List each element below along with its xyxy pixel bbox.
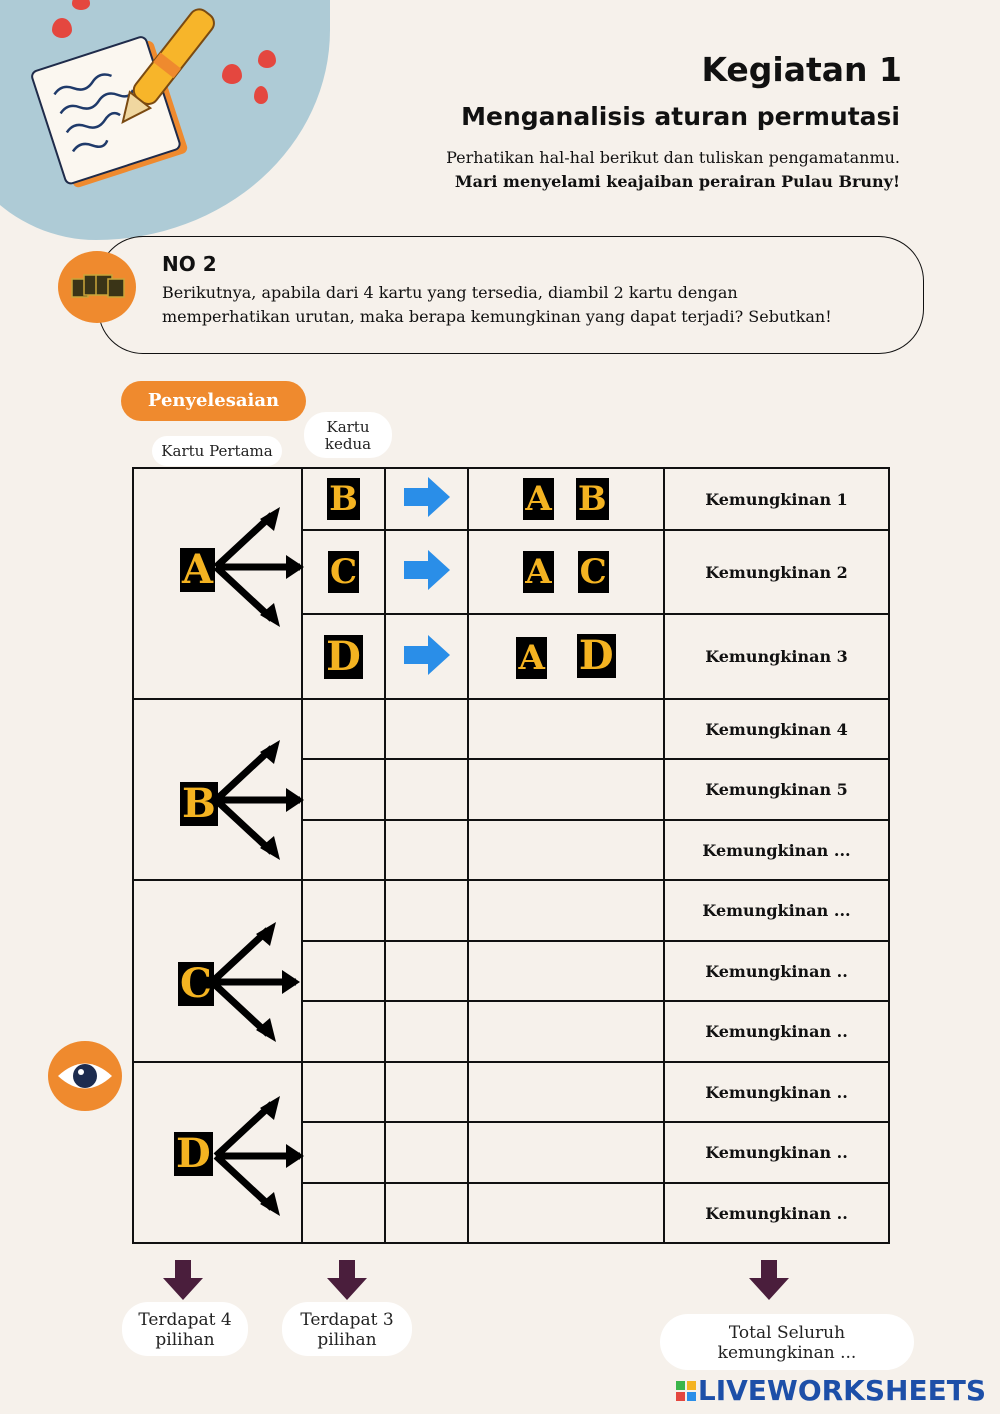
arrow-down-icon — [163, 1260, 203, 1300]
second-card-label: Kartu kedua — [304, 412, 392, 458]
empty-cell[interactable] — [302, 759, 385, 820]
empty-cell[interactable] — [385, 820, 468, 880]
pair-cell — [468, 530, 664, 614]
empty-cell[interactable] — [468, 820, 664, 880]
arrow-right-icon — [404, 475, 450, 519]
second-count-bubble: Terdapat 3 pilihan — [282, 1302, 412, 1356]
liveworksheets-logo — [676, 1374, 986, 1407]
empty-cell[interactable] — [468, 880, 664, 941]
empty-cell[interactable] — [468, 941, 664, 1001]
possibility-label: Kemungkinan 5 — [664, 759, 889, 820]
card: A — [525, 552, 552, 592]
possibility-label: Kemungkinan .. — [664, 1183, 889, 1243]
empty-cell[interactable] — [385, 880, 468, 941]
brand-name: LIVEWORKSHEETS — [697, 1374, 986, 1407]
empty-cell[interactable] — [385, 941, 468, 1001]
empty-cell[interactable] — [302, 1183, 385, 1243]
possibility-label: Kemungkinan 4 — [664, 699, 889, 759]
empty-cell[interactable] — [468, 1183, 664, 1243]
possibility-label: Kemungkinan .. — [664, 1062, 889, 1122]
question-text: Berikutnya, apabila dari 4 kartu yang tersedia, diambil 2 kartu dengan memperhatikan urutan, maka berapa kemungkinan yang dapat terjadi? Sebutkan! — [162, 283, 832, 326]
decorative-petal — [222, 64, 242, 84]
intro-text — [446, 146, 900, 194]
card: C — [329, 552, 358, 592]
empty-cell[interactable] — [468, 1062, 664, 1122]
second-card-cell — [302, 468, 385, 530]
empty-cell[interactable] — [302, 1001, 385, 1062]
empty-cell[interactable] — [385, 1122, 468, 1183]
first-card-d — [174, 1132, 213, 1176]
card: B — [182, 780, 216, 827]
empty-cell[interactable] — [385, 1183, 468, 1243]
branch-arrows-icon — [210, 1094, 305, 1219]
cards-icon — [58, 251, 136, 323]
page-title: Kegiatan 1 — [701, 50, 902, 89]
card: A — [525, 479, 552, 519]
second-card-cell — [302, 530, 385, 614]
empty-cell[interactable] — [302, 699, 385, 759]
first-card-label: Kartu Pertama — [152, 436, 282, 466]
arrow-cell — [385, 530, 468, 614]
pair-cell — [468, 614, 664, 699]
card: D — [176, 1130, 211, 1177]
empty-cell[interactable] — [468, 1001, 664, 1062]
card: D — [326, 632, 361, 680]
question-label: NO 2 — [162, 252, 217, 276]
card: C — [579, 552, 607, 592]
logo-mark-icon — [676, 1375, 696, 1395]
empty-cell[interactable] — [468, 699, 664, 759]
eye-icon — [48, 1041, 122, 1111]
branch-arrows-icon — [210, 738, 305, 863]
card: B — [329, 479, 358, 519]
notebook-pen-icon — [30, 0, 220, 195]
arrow-right-icon — [404, 548, 450, 592]
branch-arrows-icon — [206, 920, 301, 1045]
pair-cell — [468, 468, 664, 530]
possibility-label: Kemungkinan ... — [664, 880, 889, 941]
empty-cell[interactable] — [302, 1122, 385, 1183]
arrow-down-icon — [749, 1260, 789, 1300]
intro-line-1: Perhatikan hal-hal berikut dan tuliskan pengamatanmu. — [446, 148, 900, 167]
possibility-label: Kemungkinan .. — [664, 1122, 889, 1183]
card: D — [578, 632, 614, 679]
possibility-label: Kemungkinan 3 — [664, 614, 889, 699]
empty-cell[interactable] — [385, 699, 468, 759]
first-count-bubble: Terdapat 4 pilihan — [122, 1302, 248, 1356]
possibility-label: Kemungkinan .. — [664, 941, 889, 1001]
possibility-label: Kemungkinan 1 — [664, 468, 889, 530]
decorative-petal — [258, 50, 276, 68]
second-card-cell — [302, 614, 385, 699]
empty-cell[interactable] — [385, 1001, 468, 1062]
card: B — [577, 479, 607, 519]
possibility-label: Kemungkinan .. — [664, 1001, 889, 1062]
empty-cell[interactable] — [302, 820, 385, 880]
empty-cell[interactable] — [385, 759, 468, 820]
page-subtitle: Menganalisis aturan permutasi — [461, 102, 900, 131]
card: A — [182, 546, 214, 593]
arrow-cell — [385, 614, 468, 699]
total-bubble: Total Seluruh kemungkinan ... — [660, 1314, 914, 1370]
branch-arrows-icon — [210, 505, 305, 630]
empty-cell[interactable] — [385, 1062, 468, 1122]
possibility-label: Kemungkinan 2 — [664, 530, 889, 614]
intro-line-2: Mari menyelami keajaiban perairan Pulau Bruny! — [454, 172, 900, 191]
empty-cell[interactable] — [302, 880, 385, 941]
empty-cell[interactable] — [468, 759, 664, 820]
empty-cell[interactable] — [302, 941, 385, 1001]
empty-cell[interactable] — [302, 1062, 385, 1122]
decorative-petal — [254, 86, 268, 104]
card: C — [180, 960, 212, 1007]
possibility-label: Kemungkinan ... — [664, 820, 889, 880]
arrow-cell — [385, 468, 468, 530]
arrow-down-icon — [327, 1260, 367, 1300]
solution-pill: Penyelesaian — [121, 381, 306, 421]
card: A — [518, 638, 545, 678]
empty-cell[interactable] — [468, 1122, 664, 1183]
arrow-right-icon — [404, 633, 450, 677]
